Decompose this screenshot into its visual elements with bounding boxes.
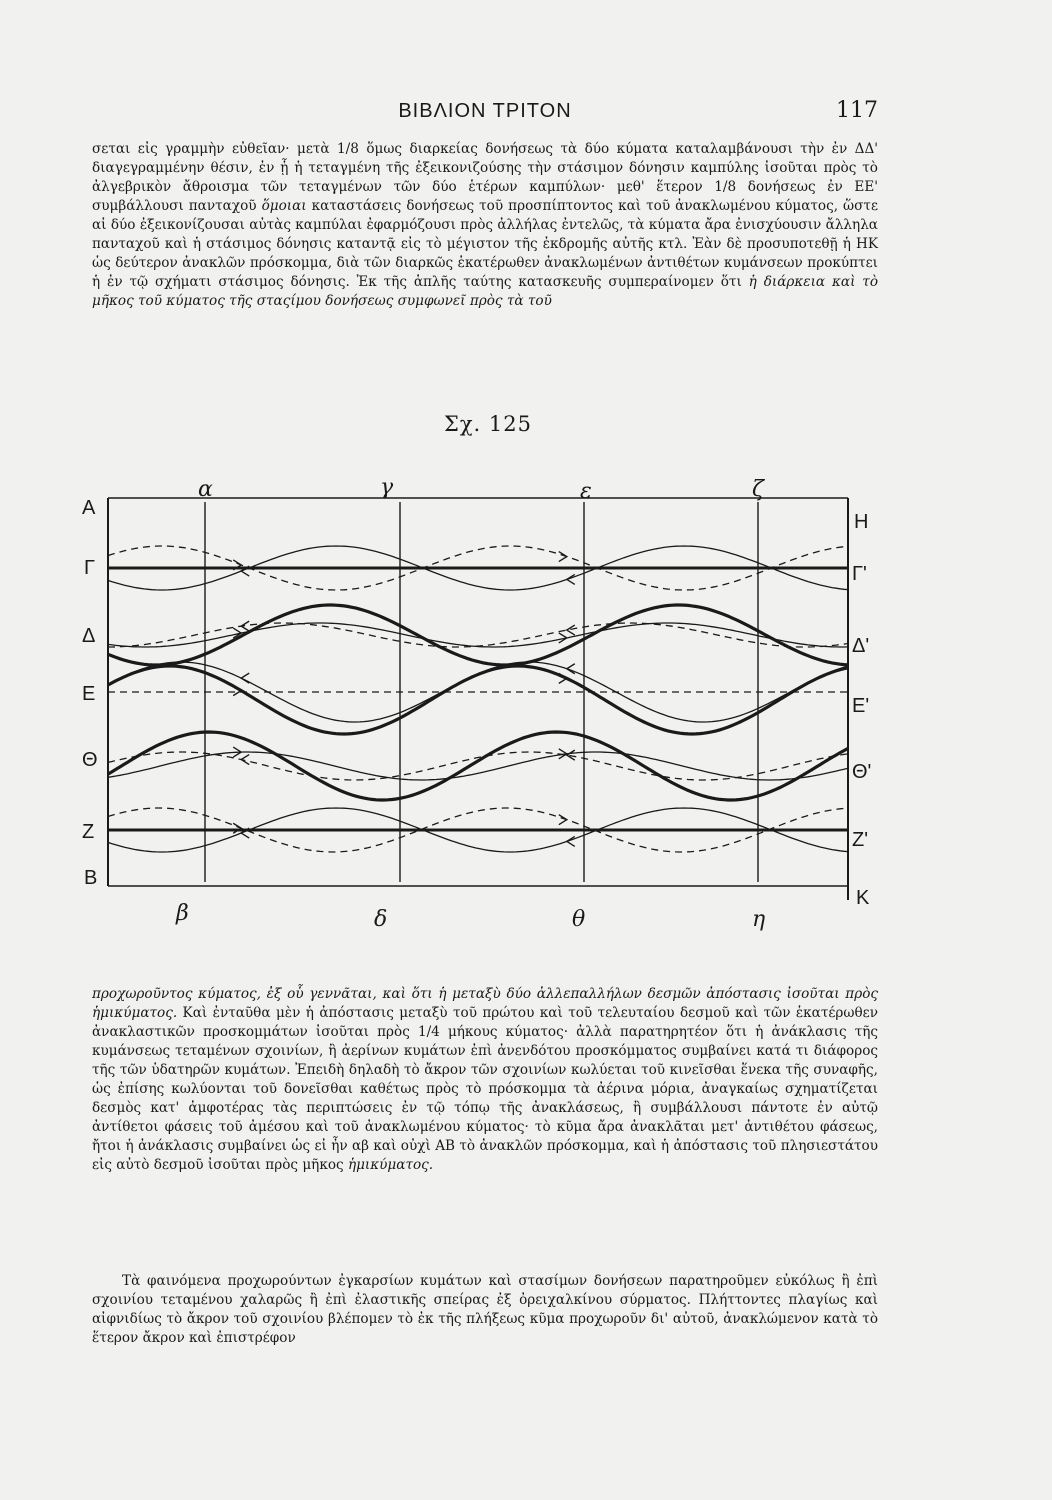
row-z-incident-wave-arrow-2 <box>559 815 567 825</box>
row-gamma-incident-wave-arrow-2 <box>567 574 575 584</box>
right-label-Delta-prime: Δ' <box>852 635 870 657</box>
para1-text-b: καταστάσεις δονήσεως τοῦ προσπίπτοντος καὶ τοῦ ἀνακλωμένου κύματος, ὥστε αἱ δύο ἐξεικονίζουσαι αὐτὰς καμπύλαι ἐφαρμόζουσι πρὸς ἀλλήλας ἐντελῶς, τὰ κύματα ἄρα ἐνισχύουσιν ἄλληλα πανταχοῦ καὶ ἡ στάσιμος δόνησις καταντᾷ εἰς τὸ μέγιστον τῆς ἐκδρομῆς αὐτῆς κτλ. Ἐὰν δὲ προσυποτεθῇ ἡ ΗΚ ὡς δεύτερον ἀνακλῶν πρόσκομμα, διὰ τῶν διαρκῶς ἑκατέρωθεν ἀνακλωμένων ἀντιθέτων κυμάνσεων προκύπτει ἡ ἐν τῷ σχήματι στάσιμος δόνησις. Ἐκ τῆς ἁπλῆς ταύτης κατασκευῆς συμπεραίνομεν ὅτι <box>92 198 878 290</box>
para1-italic-b: ἡ διάρκεια καὶ τὸ μῆκος τοῦ κύματος τῆς σταςίμου δονήσεως συμφωνεῖ πρὸς τὰ τοῦ <box>92 274 879 309</box>
left-label-A: Α <box>82 497 96 519</box>
right-label-H: Η <box>854 511 869 533</box>
right-label-Theta-prime: Θ' <box>852 761 872 783</box>
row-delta-incident-wave <box>108 623 848 647</box>
figure-caption: Σχ. 125 <box>443 412 532 436</box>
bottom-label-eta: η <box>752 907 766 932</box>
left-label-Gamma: Γ <box>84 557 96 579</box>
running-title: ΒΙΒΛΙΟΝ ΤΡΙΤΟΝ <box>398 100 572 122</box>
row-z-reflected-wave-arrow-2 <box>567 836 575 846</box>
left-label-B: Β <box>84 867 98 889</box>
row-theta-incident-wave <box>108 752 848 780</box>
left-label-Delta: Δ <box>82 625 96 647</box>
row-theta-reflected-wave-arrow-1 <box>241 755 249 765</box>
paragraph-3: Τὰ φαινόμενα προχωρούντων ἐγκαρσίων κυμάτων καὶ στασίμων δονήσεων παρατηροῦμεν εὐκόλως ἢ ἐπὶ σχοινίου τεταμένου χαλαρῶς ἢ ἐπὶ ἐλαστικῆς σπείρας ἐξ ὀρειχαλκίνου σύρματος. Πλήττοντες πλαγίως καὶ αἰφνιδίως τὸ ἄκρον τοῦ σχοινίου βλέπομεν τὸ ἐκ τῆς πλήξεως κῦμα προχωροῦν δι' αὐτοῦ, ἀνακλώμενον κατὰ τὸ ἕτερον ἄκρον καὶ ἐπιστρέφον <box>92 1273 878 1346</box>
para2-italic-b: ἡμικύματος. <box>347 1157 434 1173</box>
row-e-incident-wave-arrow-1 <box>241 673 249 683</box>
row-delta-resultant-wave <box>108 605 848 665</box>
row-delta-reflected-wave <box>108 623 848 647</box>
top-label-epsilon: ε <box>580 479 592 504</box>
bottom-label-beta: β <box>176 901 189 926</box>
right-label-E-prime: Ε' <box>852 695 870 717</box>
top-label-alpha: α <box>198 477 213 502</box>
row-delta-incident-wave-arrow-2 <box>559 633 567 643</box>
bottom-label-theta: θ <box>572 907 586 932</box>
page-number: 117 <box>836 98 878 123</box>
row-e-incident-wave-arrow-2 <box>567 664 575 674</box>
para2-italic-a: προχωροῦντος κύματος, ἐξ οὗ γεννᾶται, καὶ ὅτι ἡ μεταξὺ δύο ἀλλεπαλλήλων δεσμῶν ἀπόστασις ἰσοῦται πρὸς ἡμικύματος. <box>92 986 878 1021</box>
left-label-E: Ε <box>82 683 96 705</box>
right-label-Gamma-prime: Γ' <box>852 563 867 585</box>
para2-text: Καὶ ἐνταῦθα μὲν ἡ ἀπόστασις μεταξὺ τοῦ πρώτου καὶ τοῦ τελευταίου δεσμοῦ καὶ τῶν ἑκατέρωθεν ἀνακλαστικῶν προσκομμάτων ἰσοῦται πρὸς 1/4 μήκους κύματος· ἀλλὰ παρατηρητέον ὅτι ἡ ἀνάκλασις τῆς κυμάνσεως τεταμένων σχοινίων, ἢ ἀερίνων κυμάτων ἐπὶ ἀνενδότου προσκόμματος συμβαίνει κατά τι διάφορος τῆς τῶν ὑδατηρῶν κυμάτων. Ἐπειδὴ δηλαδὴ τὸ ἄκρον τῶν σχοινίων κωλύεται τοῦ κινεῖσθαι ἕνεκα τῆς συναφῆς, ὡς ἐπίσης κωλύονται τοῦ δονεῖσθαι καθέτως πρὸς τὸ πρόσκομμα τὰ ἀέρινα μόρια, ἀναγκαίως σχηματίζεται δεσμὸς κατ' ἀμφοτέρας τὰς περιπτώσεις ἐν τῷ τόπῳ τῆς ἀνακλάσεως, ἢ συμβάλλουσι πάντοτε ἐν αὐτῷ ἀντίθετοι φάσεις τοῦ ἀμέσου καὶ τοῦ ἀνακλωμένου κύματος· τὸ κῦμα ἄρα ἀνακλᾶται μετ' ἀντιθέτου φάσεως, ἤτοι ἡ ἀνάκλασις συμβαίνει ὡς εἰ ἦν αβ καὶ οὐχὶ ΑΒ τὸ ἀνακλῶν πρόσκομμα, καὶ ἡ ἀπόστασις τοῦ πλησιεστάτου εἰς αὐτὸ δεσμοῦ ἰσοῦται πρὸς μῆκος <box>92 1005 878 1173</box>
left-label-Z: Ζ <box>82 821 95 843</box>
row-z-incident-wave-arrow-1 <box>233 823 241 833</box>
left-label-Theta: Θ <box>82 749 98 771</box>
bottom-label-delta: δ <box>374 907 388 932</box>
para1-italic-a: ὅμοιαι <box>261 198 307 214</box>
right-label-Z-prime: Ζ' <box>852 829 869 851</box>
para1-text-a: σεται εἰς γραμμὴν εὐθεῖαν· μετὰ 1/8 ὅμως διαρκείας δονήσεως τὰ δύο κύματα καταλαμβάνουσι τὴν ἐν ΔΔ' διαγεγραμμένην θέσιν, ἐν ᾗ ἡ τεταγμένη τῆς ἐξεικονιζούσης τὴν στάσιμον δόνησιν καμπύλης ἰσοῦται πρὸς τὸ ἀλγεβρικὸν ἄθροισμα τῶν τεταγμένων τῶν δύο ἑτέρων καμπύλων· μεθ' ἕτερον 1/8 δονήσεως ἐν ΕΕ' συμβάλλουσι πανταχοῦ <box>92 141 878 214</box>
top-label-gamma: γ <box>380 475 394 500</box>
row-delta-reflected-wave-arrow-2 <box>567 625 575 635</box>
row-e-resultant-wave <box>108 666 848 734</box>
paragraph-2 <box>92 985 878 1175</box>
row-delta-reflected-wave-arrow-1 <box>241 621 249 631</box>
right-label-K: Κ <box>856 887 870 909</box>
row-gamma-reflected-wave-arrow-2 <box>559 552 567 562</box>
row-theta-resultant-wave <box>108 732 848 800</box>
top-label-zeta: ζ <box>752 477 764 502</box>
wave-curves <box>108 546 848 852</box>
row-theta-reflected-wave <box>108 752 848 780</box>
